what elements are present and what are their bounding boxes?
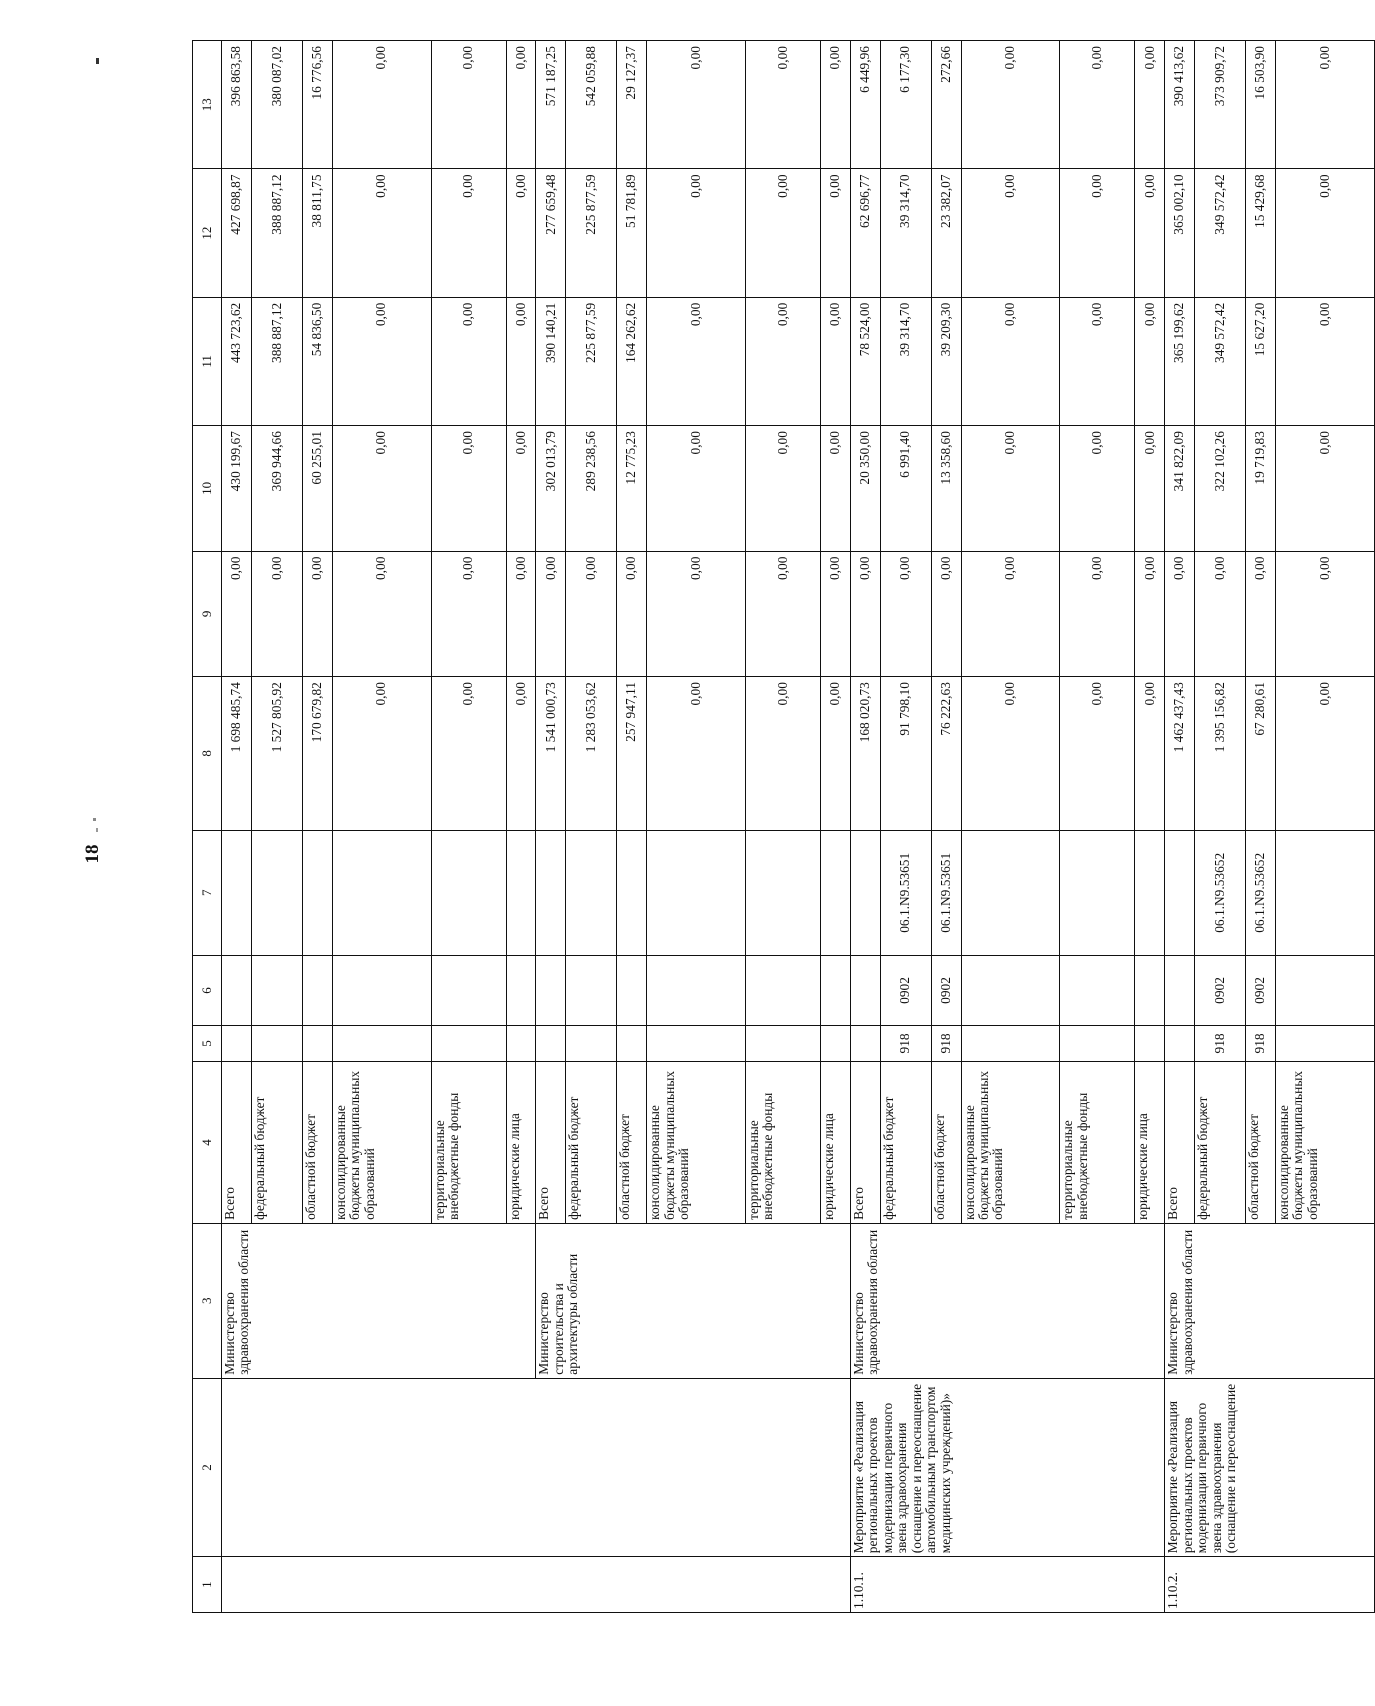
column-number-8: 8	[193, 677, 222, 830]
amount-c8-cell: 0,00	[961, 677, 1060, 830]
amount-c8-cell: 168 020,73	[850, 677, 880, 830]
funding-source-cell: федеральный бюджет	[251, 1062, 302, 1224]
column-number-7: 7	[193, 830, 222, 956]
scan-speck	[96, 828, 98, 832]
funding-source-cell: федеральный бюджет	[566, 1062, 617, 1224]
item-number-cell: 1.10.1.	[850, 1557, 1164, 1613]
funding-source-cell: консолидированные бюджеты муниципальных образований	[332, 1062, 431, 1224]
funding-source-cell: федеральный бюджет	[1194, 1062, 1245, 1224]
target-article-cell	[332, 830, 431, 956]
column-number-4: 4	[193, 1062, 222, 1224]
amount-c13-cell: 0,00	[431, 41, 506, 169]
section-code-cell	[302, 956, 332, 1026]
target-article-cell	[647, 830, 746, 956]
amount-c8-cell: 0,00	[1275, 677, 1374, 830]
amount-c11-cell: 0,00	[821, 297, 851, 425]
rotated-page	[192, 40, 1375, 1613]
amount-c8-cell: 0,00	[1135, 677, 1165, 830]
amount-c13-cell: 380 087,02	[251, 41, 302, 169]
section-code-cell	[647, 956, 746, 1026]
funding-source-cell: юридические лица	[821, 1062, 851, 1224]
amount-c9-cell: 0,00	[1165, 551, 1195, 677]
section-code-cell	[961, 956, 1060, 1026]
grbs-code-cell	[821, 1025, 851, 1061]
amount-c9-cell: 0,00	[1275, 551, 1374, 677]
amount-c13-cell: 0,00	[821, 41, 851, 169]
amount-c13-cell: 0,00	[506, 41, 536, 169]
item-description-cell: Мероприятие «Реализация региональных проектов модернизации первичного звена здравоохранения (оснащение и переоснащение	[1165, 1378, 1375, 1557]
section-code-cell	[1060, 956, 1135, 1026]
amount-c10-cell: 430 199,67	[221, 426, 251, 552]
amount-c13-cell: 16 503,90	[1246, 41, 1276, 169]
amount-c10-cell: 369 944,66	[251, 426, 302, 552]
grbs-code-cell	[850, 1025, 880, 1061]
amount-c12-cell: 38 811,75	[302, 169, 332, 297]
grbs-code-cell	[961, 1025, 1060, 1061]
target-article-cell	[1275, 830, 1374, 956]
target-article-cell	[1135, 830, 1165, 956]
target-article-cell	[1060, 830, 1135, 956]
grbs-code-cell	[536, 1025, 566, 1061]
funding-source-cell: Всего	[221, 1062, 251, 1224]
funding-source-cell: федеральный бюджет	[880, 1062, 931, 1224]
amount-c11-cell: 0,00	[1060, 297, 1135, 425]
amount-c13-cell: 0,00	[746, 41, 821, 169]
amount-c8-cell: 0,00	[647, 677, 746, 830]
amount-c11-cell: 349 572,42	[1194, 297, 1245, 425]
amount-c10-cell: 0,00	[332, 426, 431, 552]
grbs-code-cell	[221, 1025, 251, 1061]
grbs-code-cell: 918	[880, 1025, 931, 1061]
section-code-cell	[1275, 956, 1374, 1026]
target-article-cell	[506, 830, 536, 956]
amount-c8-cell: 0,00	[506, 677, 536, 830]
funding-source-cell: юридические лица	[1135, 1062, 1165, 1224]
grbs-code-cell	[1060, 1025, 1135, 1061]
target-article-cell: 06.1.N9.53652	[1246, 830, 1276, 956]
amount-c10-cell: 0,00	[1275, 426, 1374, 552]
amount-c10-cell: 0,00	[746, 426, 821, 552]
amount-c8-cell: 76 222,63	[931, 677, 961, 830]
funding-source-cell: территориальные внебюджетные фонды	[1060, 1062, 1135, 1224]
amount-c12-cell: 349 572,42	[1194, 169, 1245, 297]
amount-c9-cell: 0,00	[1060, 551, 1135, 677]
amount-c10-cell: 0,00	[1135, 426, 1165, 552]
amount-c10-cell: 60 255,01	[302, 426, 332, 552]
amount-c13-cell: 0,00	[1275, 41, 1374, 169]
amount-c13-cell: 272,66	[931, 41, 961, 169]
amount-c8-cell: 1 527 805,92	[251, 677, 302, 830]
grbs-code-cell	[332, 1025, 431, 1061]
amount-c11-cell: 0,00	[647, 297, 746, 425]
amount-c9-cell: 0,00	[332, 551, 431, 677]
amount-c10-cell: 6 991,40	[880, 426, 931, 552]
amount-c10-cell: 0,00	[506, 426, 536, 552]
amount-c10-cell: 13 358,60	[931, 426, 961, 552]
amount-c10-cell: 302 013,79	[536, 426, 566, 552]
amount-c12-cell: 0,00	[821, 169, 851, 297]
amount-c9-cell: 0,00	[746, 551, 821, 677]
table-row	[536, 41, 566, 1613]
section-code-cell: 0902	[880, 956, 931, 1026]
amount-c11-cell: 0,00	[431, 297, 506, 425]
amount-c9-cell: 0,00	[536, 551, 566, 677]
funding-source-cell: областной бюджет	[1246, 1062, 1276, 1224]
amount-c9-cell: 0,00	[931, 551, 961, 677]
section-code-cell: 0902	[1194, 956, 1245, 1026]
amount-c8-cell: 1 541 000,73	[536, 677, 566, 830]
grbs-code-cell: 918	[1194, 1025, 1245, 1061]
target-article-cell	[221, 830, 251, 956]
column-number-13: 13	[193, 41, 222, 169]
target-article-cell: 06.1.N9.53652	[1194, 830, 1245, 956]
target-article-cell	[617, 830, 647, 956]
section-code-cell	[1135, 956, 1165, 1026]
amount-c10-cell: 0,00	[821, 426, 851, 552]
section-code-cell: 0902	[1246, 956, 1276, 1026]
item-description-cell: Мероприятие «Реализация региональных проектов модернизации первичного звена здравоохранения (оснащение и переоснащение автомобильным транспортом медицинских учреждений)»	[850, 1378, 1164, 1557]
column-number-10: 10	[193, 426, 222, 552]
amount-c8-cell: 1 462 437,43	[1165, 677, 1195, 830]
funding-source-cell: Всего	[1165, 1062, 1195, 1224]
amount-c9-cell: 0,00	[251, 551, 302, 677]
executor-cell: Министерство строительства и архитектуры области	[536, 1223, 850, 1378]
amount-c12-cell: 388 887,12	[251, 169, 302, 297]
amount-c13-cell: 0,00	[647, 41, 746, 169]
grbs-code-cell	[1275, 1025, 1374, 1061]
amount-c10-cell: 0,00	[647, 426, 746, 552]
funding-source-cell: юридические лица	[506, 1062, 536, 1224]
amount-c9-cell: 0,00	[647, 551, 746, 677]
amount-c11-cell: 0,00	[332, 297, 431, 425]
amount-c8-cell: 0,00	[431, 677, 506, 830]
column-number-12: 12	[193, 169, 222, 297]
column-number-2: 2	[193, 1378, 222, 1557]
amount-c11-cell: 39 209,30	[931, 297, 961, 425]
section-code-cell	[506, 956, 536, 1026]
target-article-cell	[961, 830, 1060, 956]
amount-c12-cell: 39 314,70	[880, 169, 931, 297]
amount-c9-cell: 0,00	[302, 551, 332, 677]
amount-c8-cell: 0,00	[746, 677, 821, 830]
funding-source-cell: территориальные внебюджетные фонды	[746, 1062, 821, 1224]
target-article-cell	[821, 830, 851, 956]
amount-c12-cell: 365 002,10	[1165, 169, 1195, 297]
amount-c8-cell: 91 798,10	[880, 677, 931, 830]
amount-c10-cell: 19 719,83	[1246, 426, 1276, 552]
amount-c11-cell: 164 262,62	[617, 297, 647, 425]
amount-c11-cell: 0,00	[506, 297, 536, 425]
grbs-code-cell	[1165, 1025, 1195, 1061]
amount-c10-cell: 12 775,23	[617, 426, 647, 552]
item-number-cell	[221, 1557, 850, 1613]
target-article-cell: 06.1.N9.53651	[931, 830, 961, 956]
amount-c13-cell: 16 776,56	[302, 41, 332, 169]
grbs-code-cell	[566, 1025, 617, 1061]
amount-c13-cell: 6 177,30	[880, 41, 931, 169]
target-article-cell	[251, 830, 302, 956]
scan-speck	[96, 58, 99, 64]
amount-c10-cell: 322 102,26	[1194, 426, 1245, 552]
amount-c11-cell: 54 836,50	[302, 297, 332, 425]
amount-c13-cell: 542 059,88	[566, 41, 617, 169]
column-number-3: 3	[193, 1223, 222, 1378]
grbs-code-cell: 918	[931, 1025, 961, 1061]
amount-c12-cell: 277 659,48	[536, 169, 566, 297]
executor-cell: Министерство здравоохранения области	[1165, 1223, 1375, 1378]
amount-c9-cell: 0,00	[880, 551, 931, 677]
budget-table	[192, 40, 1375, 1613]
funding-source-cell: областной бюджет	[617, 1062, 647, 1224]
column-number-5: 5	[193, 1025, 222, 1061]
amount-c8-cell: 0,00	[332, 677, 431, 830]
amount-c11-cell: 0,00	[961, 297, 1060, 425]
target-article-cell	[746, 830, 821, 956]
table-row	[221, 41, 251, 1613]
amount-c8-cell: 0,00	[821, 677, 851, 830]
section-code-cell	[536, 956, 566, 1026]
funding-source-cell: консолидированные бюджеты муниципальных образований	[1275, 1062, 1374, 1224]
target-article-cell	[431, 830, 506, 956]
amount-c8-cell: 67 280,61	[1246, 677, 1276, 830]
amount-c8-cell: 1 395 156,82	[1194, 677, 1245, 830]
amount-c10-cell: 289 238,56	[566, 426, 617, 552]
funding-source-cell: территориальные внебюджетные фонды	[431, 1062, 506, 1224]
amount-c10-cell: 0,00	[1060, 426, 1135, 552]
amount-c11-cell: 39 314,70	[880, 297, 931, 425]
section-code-cell	[431, 956, 506, 1026]
grbs-code-cell	[617, 1025, 647, 1061]
amount-c13-cell: 0,00	[332, 41, 431, 169]
funding-source-cell: Всего	[536, 1062, 566, 1224]
executor-cell: Министерство здравоохранения области	[221, 1223, 535, 1378]
section-code-cell	[746, 956, 821, 1026]
section-code-cell	[332, 956, 431, 1026]
section-code-cell	[617, 956, 647, 1026]
section-code-cell	[251, 956, 302, 1026]
item-number-cell: 1.10.2.	[1165, 1557, 1375, 1613]
column-number-11: 11	[193, 297, 222, 425]
funding-source-cell: областной бюджет	[931, 1062, 961, 1224]
amount-c11-cell: 443 723,62	[221, 297, 251, 425]
amount-c12-cell: 225 877,59	[566, 169, 617, 297]
grbs-code-cell: 918	[1246, 1025, 1276, 1061]
amount-c9-cell: 0,00	[1246, 551, 1276, 677]
amount-c8-cell: 1 283 053,62	[566, 677, 617, 830]
table-row	[850, 41, 880, 1613]
amount-c9-cell: 0,00	[961, 551, 1060, 677]
executor-cell: Министерство здравоохранения области	[850, 1223, 1164, 1378]
grbs-code-cell	[506, 1025, 536, 1061]
grbs-code-cell	[251, 1025, 302, 1061]
amount-c10-cell: 0,00	[961, 426, 1060, 552]
amount-c12-cell: 0,00	[332, 169, 431, 297]
amount-c13-cell: 0,00	[1135, 41, 1165, 169]
amount-c13-cell: 396 863,58	[221, 41, 251, 169]
amount-c8-cell: 257 947,11	[617, 677, 647, 830]
funding-source-cell: областной бюджет	[302, 1062, 332, 1224]
amount-c11-cell: 0,00	[1275, 297, 1374, 425]
amount-c9-cell: 0,00	[617, 551, 647, 677]
column-number-1: 1	[193, 1557, 222, 1613]
amount-c10-cell: 0,00	[431, 426, 506, 552]
amount-c9-cell: 0,00	[566, 551, 617, 677]
amount-c11-cell: 15 627,20	[1246, 297, 1276, 425]
amount-c11-cell: 388 887,12	[251, 297, 302, 425]
column-number-9: 9	[193, 551, 222, 677]
section-code-cell: 0902	[931, 956, 961, 1026]
grbs-code-cell	[431, 1025, 506, 1061]
amount-c12-cell: 427 698,87	[221, 169, 251, 297]
item-description-cell	[221, 1378, 850, 1557]
amount-c10-cell: 20 350,00	[850, 426, 880, 552]
amount-c12-cell: 0,00	[647, 169, 746, 297]
amount-c11-cell: 390 140,21	[536, 297, 566, 425]
amount-c12-cell: 51 781,89	[617, 169, 647, 297]
amount-c13-cell: 0,00	[1060, 41, 1135, 169]
column-number-row	[193, 41, 222, 1613]
amount-c11-cell: 225 877,59	[566, 297, 617, 425]
amount-c12-cell: 0,00	[506, 169, 536, 297]
column-number-6: 6	[193, 956, 222, 1026]
amount-c9-cell: 0,00	[431, 551, 506, 677]
section-code-cell	[821, 956, 851, 1026]
amount-c13-cell: 6 449,96	[850, 41, 880, 169]
amount-c12-cell: 0,00	[746, 169, 821, 297]
target-article-cell	[566, 830, 617, 956]
amount-c8-cell: 1 698 485,74	[221, 677, 251, 830]
target-article-cell	[536, 830, 566, 956]
amount-c11-cell: 365 199,62	[1165, 297, 1195, 425]
amount-c12-cell: 0,00	[431, 169, 506, 297]
table-row	[1165, 41, 1195, 1613]
target-article-cell: 06.1.N9.53651	[880, 830, 931, 956]
funding-source-cell: Всего	[850, 1062, 880, 1224]
amount-c11-cell: 0,00	[746, 297, 821, 425]
amount-c11-cell: 78 524,00	[850, 297, 880, 425]
amount-c12-cell: 0,00	[1060, 169, 1135, 297]
amount-c8-cell: 170 679,82	[302, 677, 332, 830]
amount-c9-cell: 0,00	[1194, 551, 1245, 677]
section-code-cell	[1165, 956, 1195, 1026]
section-code-cell	[850, 956, 880, 1026]
amount-c12-cell: 0,00	[1275, 169, 1374, 297]
grbs-code-cell	[302, 1025, 332, 1061]
section-code-cell	[566, 956, 617, 1026]
amount-c8-cell: 0,00	[1060, 677, 1135, 830]
funding-source-cell: консолидированные бюджеты муниципальных образований	[961, 1062, 1060, 1224]
target-article-cell	[302, 830, 332, 956]
section-code-cell	[221, 956, 251, 1026]
amount-c13-cell: 390 413,62	[1165, 41, 1195, 169]
grbs-code-cell	[647, 1025, 746, 1061]
amount-c12-cell: 15 429,68	[1246, 169, 1276, 297]
amount-c9-cell: 0,00	[850, 551, 880, 677]
amount-c12-cell: 0,00	[961, 169, 1060, 297]
amount-c10-cell: 341 822,09	[1165, 426, 1195, 552]
amount-c9-cell: 0,00	[1135, 551, 1165, 677]
amount-c13-cell: 0,00	[961, 41, 1060, 169]
amount-c13-cell: 29 127,37	[617, 41, 647, 169]
amount-c9-cell: 0,00	[506, 551, 536, 677]
amount-c12-cell: 62 696,77	[850, 169, 880, 297]
scan-speck	[93, 818, 96, 821]
target-article-cell	[850, 830, 880, 956]
target-article-cell	[1165, 830, 1195, 956]
amount-c12-cell: 23 382,07	[931, 169, 961, 297]
amount-c13-cell: 571 187,25	[536, 41, 566, 169]
amount-c9-cell: 0,00	[221, 551, 251, 677]
grbs-code-cell	[1135, 1025, 1165, 1061]
amount-c11-cell: 0,00	[1135, 297, 1165, 425]
funding-source-cell: консолидированные бюджеты муниципальных образований	[647, 1062, 746, 1224]
amount-c9-cell: 0,00	[821, 551, 851, 677]
amount-c12-cell: 0,00	[1135, 169, 1165, 297]
grbs-code-cell	[746, 1025, 821, 1061]
amount-c13-cell: 373 909,72	[1194, 41, 1245, 169]
page-number: 18	[82, 844, 103, 864]
